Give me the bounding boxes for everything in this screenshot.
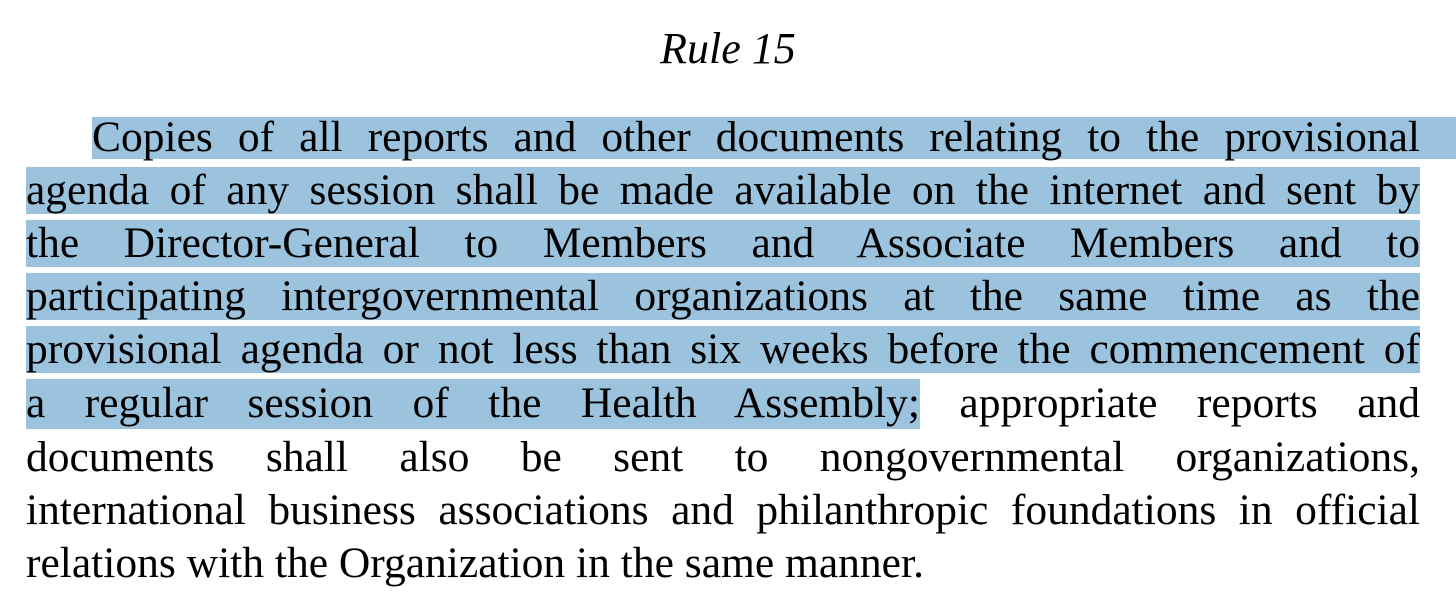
paragraph-line: relations with the Organization in the same manner. (26, 539, 924, 587)
rule-title: Rule 15 (660, 24, 796, 73)
paragraph-line: international business associations and philanthropic foundations in official (26, 486, 1420, 534)
paragraph-line: a regular session of the Health Assembly; appropriate reports and (26, 379, 1420, 427)
paragraph-line: participating intergovernmental organizations at the same time as the (26, 272, 1420, 320)
paragraph-line: the Director-General to Members and Associate Members and to (26, 219, 1420, 267)
paragraph-line: documents shall also be sent to nongovernmental organizations, (26, 433, 1420, 481)
paragraph-line: provisional agenda or not less than six weeks before the commencement of (26, 325, 1420, 373)
paragraph-line: Copies of all reports and other documents relating to the provisional (92, 113, 1420, 161)
paragraph-line: agenda of any session shall be made available on the internet and sent by (26, 166, 1420, 214)
